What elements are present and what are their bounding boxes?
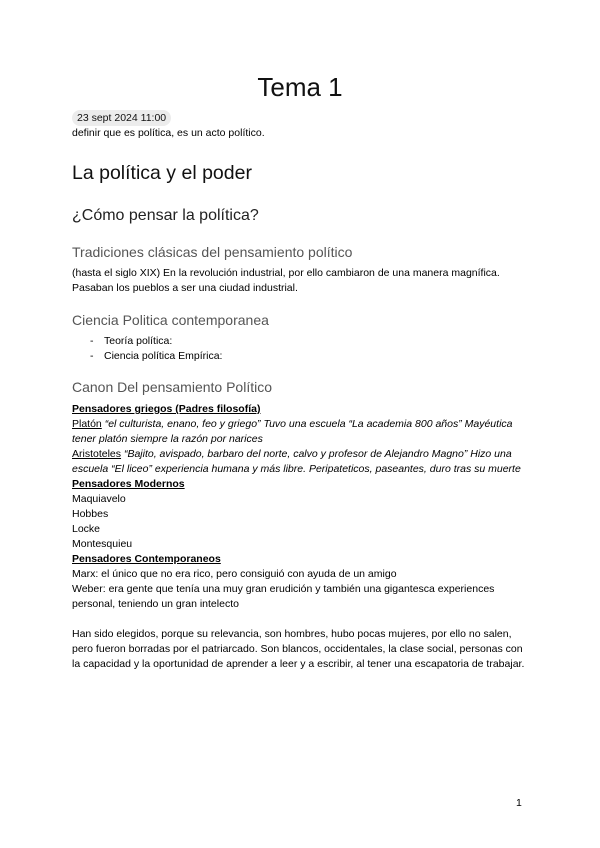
question-heading: ¿Cómo pensar la política?	[72, 207, 259, 224]
list-item: Hobbes	[72, 508, 109, 520]
contemporary-science-list	[72, 334, 532, 364]
traditions-text: (hasta el siglo XIX) En la revolución industrial, por ello cambiaron de una manera magnífica. Pasaban los pueblos a ser una ciudad industrial.	[72, 267, 500, 294]
aristotle-entry	[72, 447, 532, 477]
list-item: - Ciencia política Empírica:	[72, 349, 532, 364]
plato-name: Platón	[72, 418, 102, 430]
page-title: Tema 1	[257, 72, 343, 102]
list-item: Locke	[72, 523, 101, 535]
list-item: - Teoría política:	[72, 334, 532, 349]
greek-thinkers-heading: Pensadores griegos (Padres filosofía)	[72, 403, 261, 415]
list-item: Maquiavelo	[72, 493, 126, 505]
main-heading: La política y el poder	[72, 162, 252, 184]
modern-thinkers-heading: Pensadores Modernos	[72, 478, 185, 490]
contemporary-science-heading: Ciencia Politica contemporanea	[72, 312, 269, 328]
canon-body	[72, 402, 532, 672]
date-chip[interactable]: 23 sept 2024 11:00	[72, 110, 171, 126]
marx-entry: Marx: el único que no era rico, pero consiguió con ayuda de un amigo	[72, 568, 397, 580]
traditions-heading: Tradiciones clásicas del pensamiento político	[72, 244, 353, 260]
page-number: 1	[516, 797, 522, 809]
list-item: Montesquieu	[72, 538, 133, 550]
plato-text: “el culturista, enano, feo y griego” Tuvo una escuela “La academia 800 años” Mayéutica tener platón siempre la razón por narices	[72, 418, 513, 445]
aristotle-name: Aristoteles	[72, 448, 122, 460]
plato-entry	[72, 417, 532, 447]
canon-heading: Canon Del pensamiento Político	[72, 379, 273, 395]
closing-paragraph: Han sido elegidos, porque su relevancia, son hombres, hubo pocas mujeres, por ello no salen, pero fueron borradas por el patriarcado. Son blancos, occidentales, la clase social, personas con la capacidad y la oportunidad de aprender a leer y a escribir, al tener una escapatoria de trabajar.	[72, 628, 525, 670]
intro-text: definir que es política, es un acto político.	[72, 127, 265, 139]
aristotle-text: “Bajito, avispado, barbaro del norte, calvo y profesor de Alejandro Magno” Hizo una escuela “El liceo” experiencia humana y más libre. Peripateticos, paseantes, duro tras su muerte	[72, 448, 521, 475]
contemporary-thinkers-heading: Pensadores Contemporaneos	[72, 553, 221, 565]
weber-entry: Weber: era gente que tenía una muy gran erudición y también una gigantesca experiences personal, teniendo un gran intelecto	[72, 583, 495, 610]
